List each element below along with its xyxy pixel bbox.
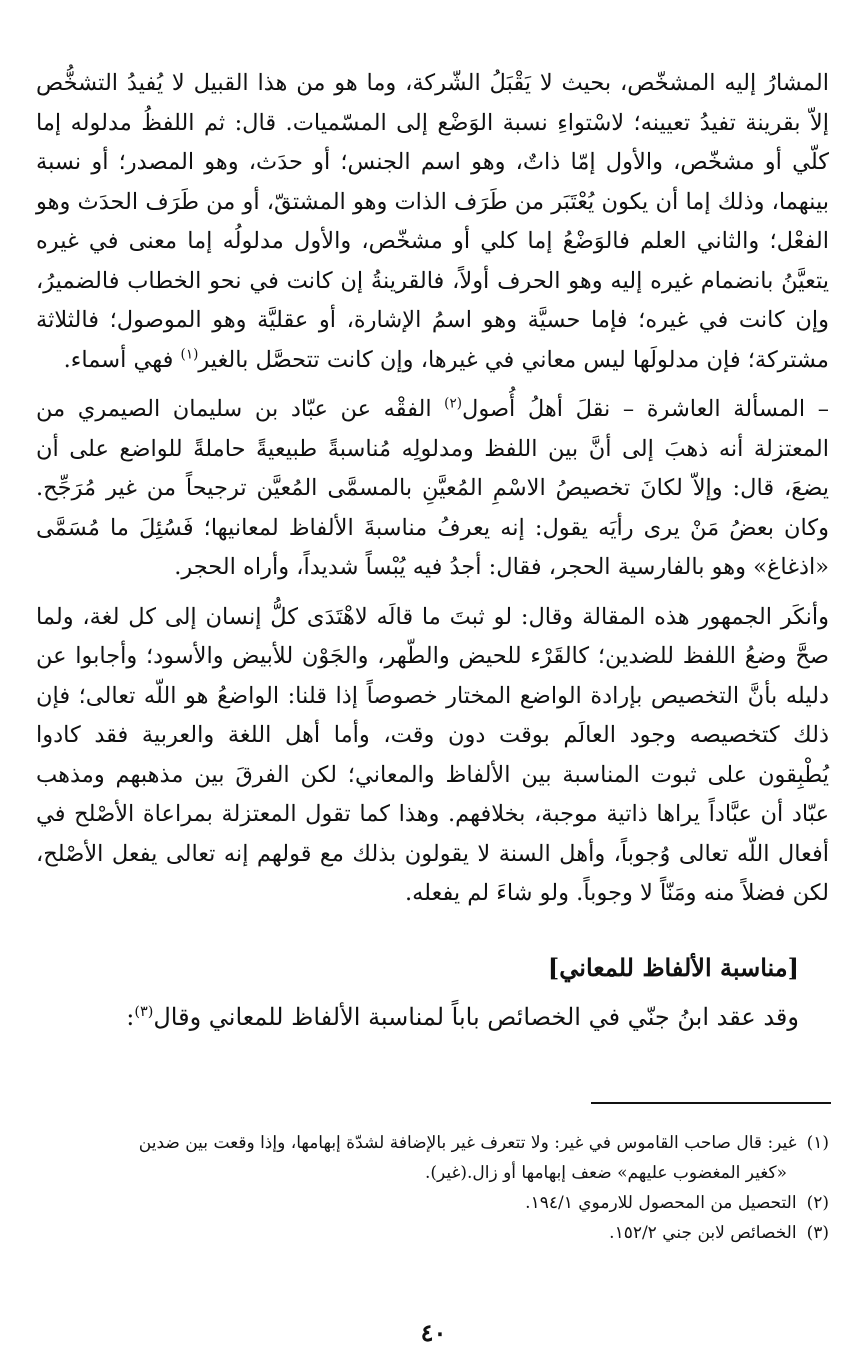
footnote-1-text: غير: قال صاحب القاموس في غير: ولا تتعرف غير بالإضافة لشدّة إبهامها، وإذا وقعت بين ضدين [138,1133,797,1153]
footnote-1-number: (١) [806,1133,829,1153]
footnote-ref-2: (٢) [444,395,462,412]
footnote-3-number: (٣) [806,1223,829,1243]
paragraph-3: وأنكَر الجمهور هذه المقالة وقال: لو ثبتَ ما قالَه لاهْتَدَى كلُّ إنسان إلى كل لغة، ولما صحَّ وضعُ اللفظ للضدين؛ كالقَرْء للحيض والطّهر، والجَوْن للأبيض والأسود؛ وأجابوا عن دليله بأنَّ التخصيص بإرادة الواضع المختار خصوصاً إذا قلنا: الواضعُ هو اللّه تعالى؛ فإن ذلك كتخصيصه وجود العالَم بوقت دون وقت، وأما أهل اللغة والعربية فقد كادوا يُطْبِقون على ثبوت المناسبة بين الألفاظ والمعاني؛ لكن الفرقَ بين مذهبهم ومذهب عبّاد أن عبَّاداً يراها ذاتية موجبة، بخلافهم. وهذا كما تقول المعتزلة بمراعاة الأصْلح في أفعال اللّه تعالى وُجوباً، وأهل السنة لا يقولون بذلك مع قولهم إنه تعالى يفعل الأصْلح، لكن فضلاً منه ومَنّاً لا وجوباً. ولو شاءَ لم يفعله. [36,603,829,906]
footnote-1 [36,1128,829,1158]
footnote-divider [591,1102,831,1104]
paragraph-1 [36,64,829,380]
footnote-1-continued: «كغير المغضوب عليهم» ضعف إبهامها أو زال.(غير). [424,1163,787,1183]
footnote-ref-3: (٣) [134,1003,154,1020]
footnote-ref-1: (١) [180,346,199,362]
footnote-2-number: (٢) [806,1193,829,1213]
paragraph-2-text-a: – المسألة العاشرة – نقلَ أهلُ أُصول [461,396,829,422]
paragraph-4-text: وقد عقد ابنُ جنّي في الخصائص باباً لمناسبة الألفاظ للمعاني وقال [153,1002,799,1031]
footnote-2 [36,1188,829,1218]
footnote-2-text: التحصيل من المحصول للارموي ١٩٤/١. [525,1193,797,1213]
paragraph-1-text: المشارُ إليه المشخّص، بحيث لا يَقْبَلُ الشّركة، وما هو من هذا القبيل لا يُفيدُ التشخُّص إلاّ بقرينة تفيدُ تعيينه؛ لاسْتواءِ نسبة الوَضْع إلى المسّميات. قال: ثم اللفظُ مدلوله إما كلّي أو مشخّص، والأول إمّا ذاتٌ، وهو اسم الجنس؛ أو حدَث، وهو المصدر؛ أو نسبة بينهما، وذلك إما أن يكون يُعْتَبَر من طَرَف الذات وهو المشتقّ، أو من طَرَف الحدَث وهو الفعْل؛ والثاني العلم فالوَضْعُ إما كلي أو مشخّص، والأول مدلولُه إما معنى في غيره يتعيَّنُ بانضمام غيره إليه وهو الحرف أولاً، فالقرينةُ إن كانت في نحو الخطاب فالضميرُ، وإن كانت في غيره؛ فإما حسيَّة وهو اسمُ الإشارة، أو عقليَّة وهو الموصول؛ فالثلاثة مشتركة؛ فإن مدلولَها ليس معاني في غيرها، وإن كانت تتحصَّل بالغير [36,70,829,373]
paragraph-2 [36,390,829,588]
paragraph-4-tail: : [126,1002,135,1031]
footnote-3-text: الخصائص لابن جني ١٥٢/٢. [609,1223,797,1243]
footnote-3 [36,1218,829,1248]
footnotes [36,1128,829,1248]
paragraph-4 [36,998,829,1038]
section-heading: [مناسبة الألفاظ للمعاني] [547,952,799,982]
paragraph-2-text-b: الفقْه عن عبّاد بن سليمان الصيمري من المعتزلة أنه ذهبَ إلى أنَّ بين اللفظ ومدلولِه مُناسبةً طبيعيةً حاملةً للواضع على أن يضعَ، قال: وإلاّ لكانَ تخصيصُ الاسْمِ المُعيَّنِ بالمسمَّى المُعيَّن ترجيحاً من غير مُرَجِّح. وكان بعضُ مَنْ يرى رأيَه يقول: إنه يعرفُ مناسبةَ الألفاظ لمعانيها؛ فَسُئِلَ ما مُسَمَّى «اذغاغ» وهو بالفارسية الحجر، فقال: أجدُ فيه يُبْساً شديداً، وأراه الحجر. [36,396,829,580]
page-number: ٤٠ [420,1318,447,1347]
page-body [36,64,829,1037]
paragraph-1-tail: فهي أسماء. [63,346,181,373]
